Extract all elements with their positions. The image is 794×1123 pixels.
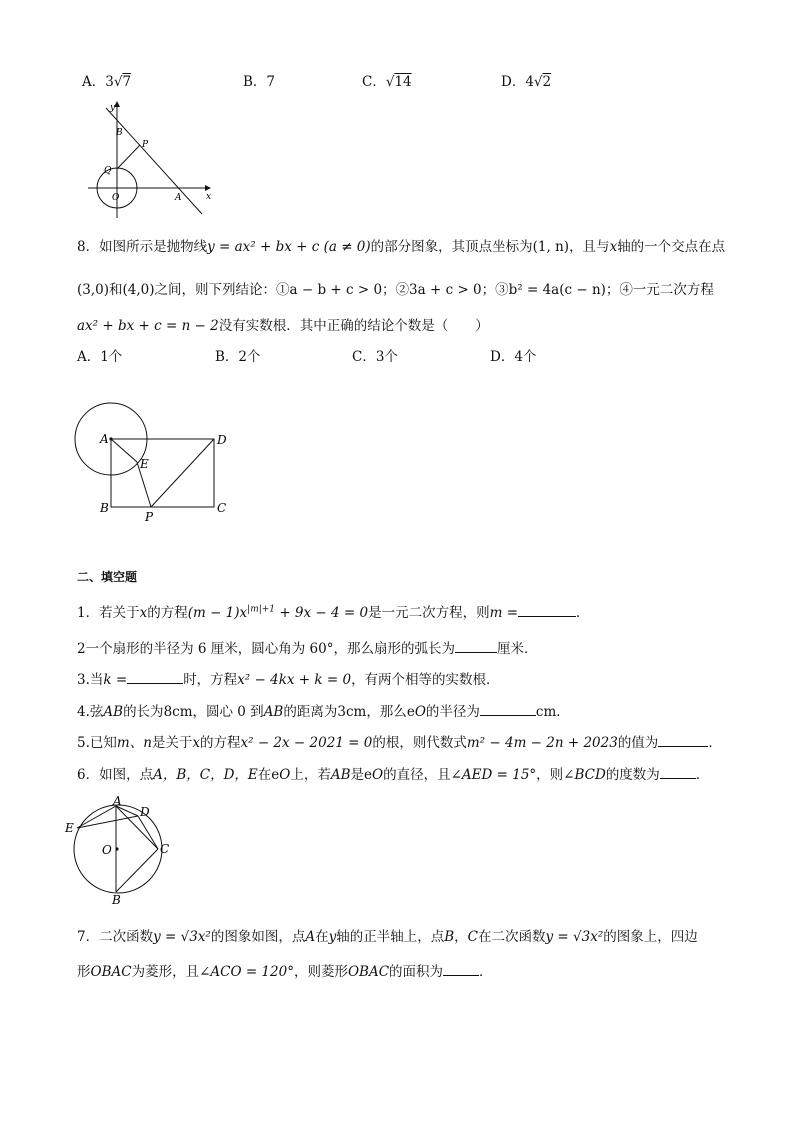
segment-bc — [116, 849, 158, 892]
q7-option-b: B．7 — [243, 74, 276, 90]
segment-dc — [138, 816, 158, 849]
fill-question-6: 6．如图，点A，B，C，D，E在eO上，若AB是eO的直径，且∠AED = 15°，则∠BCD的度数为 ． — [77, 767, 710, 783]
figure-rectangle-circle — [70, 402, 240, 522]
label-e: E — [65, 821, 74, 835]
q8-line2: (3,0)和(4,0)之间，则下列结论：①a − b + c > 0；②3a + c > 0；③b² = 4a(c − n)；④一元二次方程 — [77, 282, 714, 298]
label-a: A — [100, 432, 109, 446]
segment-qp — [117, 145, 140, 169]
label-d: D — [217, 433, 227, 447]
q8-line3: ax² + bx + c = n − 2没有实数根．其中正确的结论个数是（ ） — [77, 318, 489, 334]
q7-option-c: C．√14 — [362, 74, 412, 90]
line-ab — [106, 108, 202, 214]
label-q: Q — [104, 166, 112, 176]
label-e: E — [140, 457, 149, 471]
q7-option-a: A．3√7 — [82, 74, 132, 90]
answer-blank[interactable] — [127, 671, 183, 684]
fill-question-3: 3.当k = 时，方程x² − 4kx + k = 0，有两个相等的实数根． — [77, 672, 500, 688]
label-p: P — [142, 140, 149, 150]
label-c: C — [160, 842, 170, 856]
fill-question-5: 5.已知m、n是关于x的方程x² − 2x − 2021 = 0的根，则代数式m² − 4m − 2n + 2023的值为 ． — [77, 735, 722, 751]
label-a: A — [175, 193, 182, 203]
q8-option-a: A．1个 — [77, 349, 123, 365]
fill-question-1: 1．若关于x的方程$(m - 1)x^{|m|+1} + 9x - 4 = 0$是一元二次方程，则m = ． — [77, 604, 590, 621]
q8-option-c: C．3个 — [352, 349, 398, 365]
answer-blank[interactable] — [518, 604, 576, 617]
label-b: B — [112, 893, 121, 907]
rectangle-abcd — [111, 439, 214, 507]
label-o: O — [112, 193, 120, 203]
label-x: x — [206, 192, 212, 202]
answer-blank[interactable] — [455, 640, 497, 653]
section-heading-fill-in: 二、填空题 — [77, 570, 138, 584]
segment-pd — [151, 439, 214, 507]
answer-blank[interactable] — [443, 963, 479, 976]
label-c: C — [217, 501, 227, 515]
fill-question-2: 2一个扇形的半径为 6 厘米，圆心角为 60°，那么扇形的弧长为 厘米． — [77, 641, 538, 657]
answer-blank[interactable] — [480, 703, 536, 716]
segment-ea — [77, 806, 116, 828]
label-d: D — [140, 805, 150, 819]
figure-coordinate-circle-line — [82, 98, 222, 222]
fill-question-4: 4.弦AB的长为8cm，圆心 0 到AB的距离为3cm，那么eO的半径为 cm． — [77, 704, 570, 720]
segment-ed — [77, 816, 138, 828]
q7-option-d: D．4√2 — [501, 74, 552, 90]
answer-blank[interactable] — [660, 766, 696, 779]
label-b: B — [116, 128, 123, 138]
fill-question-7-line1: 7．二次函数y = √3x²的图象如图，点A在y轴的正半轴上，点B，C在二次函数y = √3x²的图象上，四边 — [77, 929, 698, 945]
label-y: y — [110, 103, 116, 113]
label-p: P — [145, 510, 154, 522]
point-o — [115, 847, 118, 850]
label-o: O — [102, 843, 112, 857]
answer-blank[interactable] — [658, 734, 708, 747]
label-b: B — [100, 501, 109, 515]
q8-option-d: D．4个 — [490, 349, 537, 365]
segment-ac — [116, 806, 158, 849]
label-a: A — [113, 794, 122, 808]
point-a — [109, 437, 112, 440]
segment-ae — [111, 439, 137, 462]
q8-option-b: B．2个 — [215, 349, 261, 365]
fill-question-7-line2: 形OBAC为菱形，且∠ACO = 120°，则菱形OBAC的面积为 ． — [77, 964, 493, 980]
q8-line1: 8．如图所示是抛物线y = ax² + bx + c (a ≠ 0)的部分图象，其顶点坐标为(1, n)，且与x轴的一个交点在点 — [77, 239, 726, 255]
figure-circle-inscribed — [62, 794, 182, 908]
